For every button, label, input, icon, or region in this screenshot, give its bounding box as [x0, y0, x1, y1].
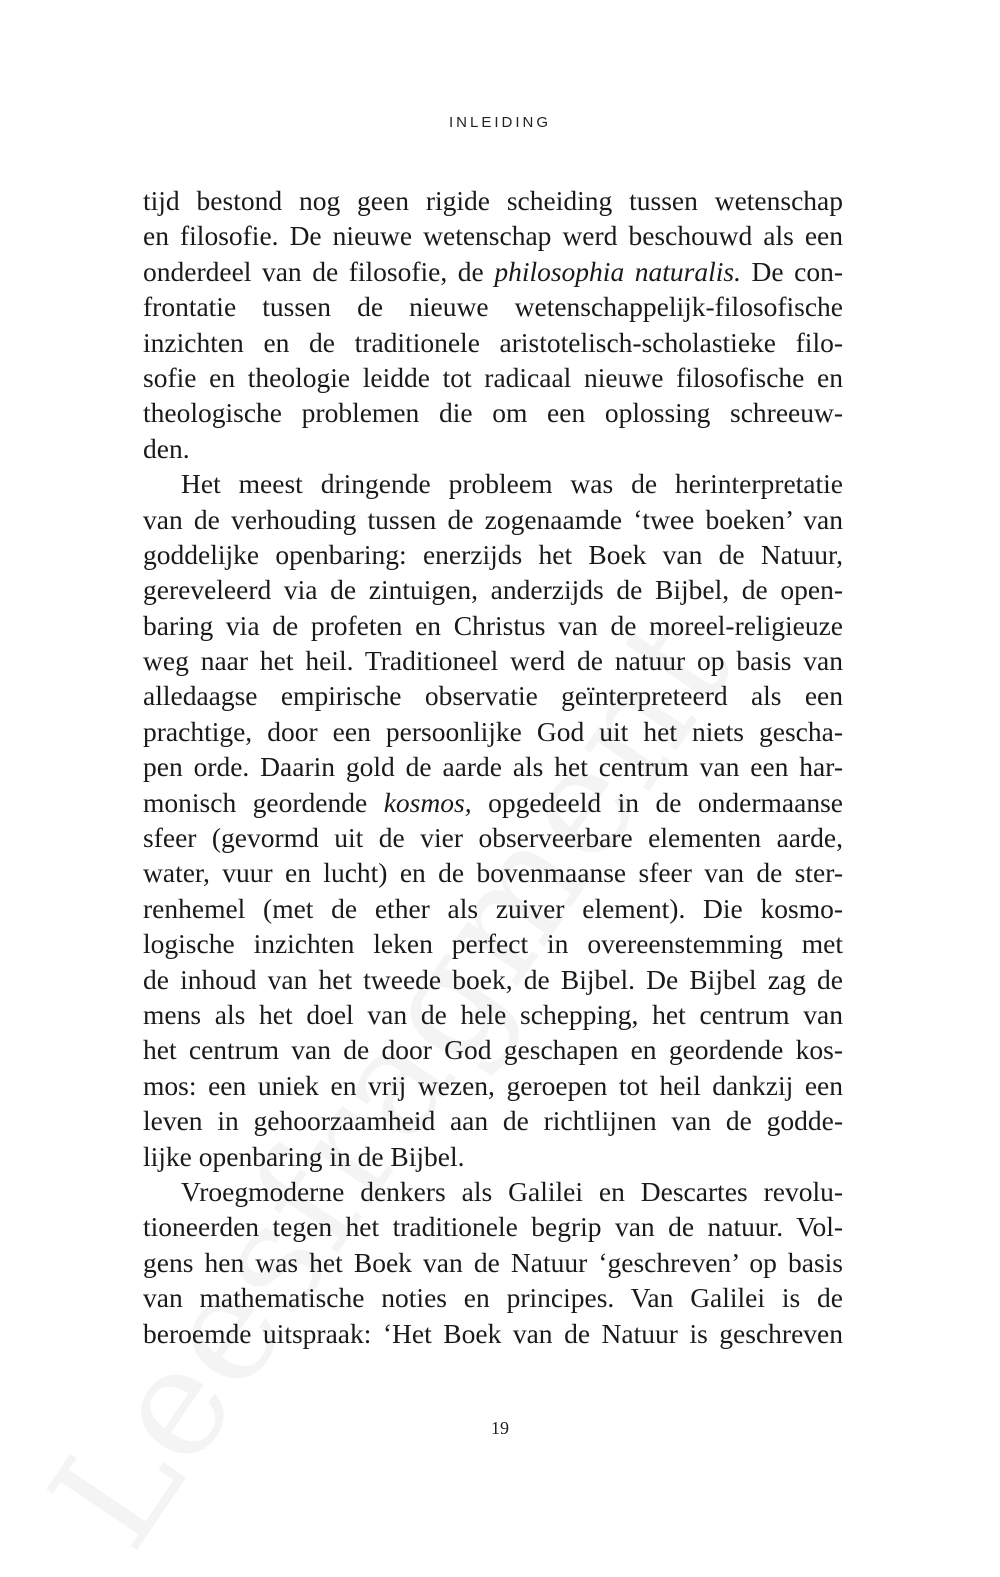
text-line: mens als het doel van de hele schepping, het centrum van — [143, 998, 843, 1030]
text-line: renhemel (met de ether als zuiver element). Die kosmo- — [143, 892, 843, 924]
text-line: de inhoud van het tweede boek, de Bijbel. De Bijbel zag de — [143, 963, 843, 995]
text-line: lijke openbaring in de Bijbel. — [143, 1140, 465, 1172]
text-line: gereveleerd via de zintuigen, anderzijds de Bijbel, de open- — [143, 574, 843, 606]
text-line: frontatie tussen de nieuwe wetenschappelijk-filosofische — [143, 291, 843, 323]
text-line: gens hen was het Boek van de Natuur ‘geschreven’ op basis — [143, 1246, 843, 1278]
text-line: goddelijke openbaring: enerzijds het Boek van de Natuur, — [143, 538, 843, 570]
text-line: tijd bestond nog geen rigide scheiding tussen wetenschap — [143, 185, 843, 216]
text-line: weg naar het heil. Traditioneel werd de natuur op basis van — [143, 645, 843, 677]
italic-term: kosmos, — [383, 786, 472, 818]
text-line: tioneerden tegen het traditionele begrip van de natuur. Vol- — [143, 1211, 843, 1243]
body-text — [143, 183, 843, 1351]
text-line: en filosofie. De nieuwe wetenschap werd beschouwd als een — [143, 220, 843, 252]
text-line: sfeer (gevormd uit de vier observeerbare elementen aarde, — [143, 822, 843, 854]
text-line: leven in gehoorzaamheid aan de richtlijnen van de godde- — [143, 1105, 843, 1137]
text-line: mos: een uniek en vrij wezen, geroepen tot heil dankzij een — [143, 1069, 843, 1101]
text-line: logische inzichten leken perfect in overeenstemming met — [143, 928, 843, 960]
text-line: monisch geordende kosmos, opgedeeld in de ondermaanse — [143, 786, 843, 818]
text-line: inzichten en de traditionele aristotelisch-scholastieke filo- — [143, 326, 843, 358]
text-line: pen orde. Daarin gold de aarde als het centrum van een har- — [143, 751, 843, 783]
page-number: 19 — [491, 1418, 509, 1438]
italic-term: philosophia naturalis. — [494, 255, 741, 287]
text-line: den. — [143, 432, 190, 464]
text-line: van mathematische noties en principes. Van Galilei is de — [143, 1282, 843, 1314]
text-line: alledaagse empirische observatie geïnterpreteerd als een — [143, 680, 843, 712]
text-line: prachtige, door een persoonlijke God uit het niets gescha- — [143, 715, 843, 747]
running-head: INLEIDING — [448, 114, 551, 131]
text-line: van de verhouding tussen de zogenaamde ‘twee boeken’ van — [143, 503, 843, 535]
text-line: beroemde uitspraak: ‘Het Boek van de Natuur is geschreven — [143, 1317, 843, 1349]
text-line: baring via de profeten en Christus van de moreel-religieuze — [143, 609, 843, 641]
text-line: Vroegmoderne denkers als Galilei en Descartes revolu- — [181, 1175, 843, 1207]
text-line: onderdeel van de filosofie, de philosophia naturalis. De con- — [143, 255, 844, 287]
text-line: het centrum van de door God geschapen en geordende kos- — [143, 1034, 843, 1066]
text-line: Het meest dringende probleem was de herinterpretatie — [181, 468, 843, 500]
text-line: theologische problemen die om een oplossing schreeuw- — [143, 397, 843, 429]
text-line: sofie en theologie leidde tot radicaal nieuwe filosofische en — [143, 361, 843, 393]
text-line: water, vuur en lucht) en de bovenmaanse sfeer van de ster- — [143, 857, 843, 889]
